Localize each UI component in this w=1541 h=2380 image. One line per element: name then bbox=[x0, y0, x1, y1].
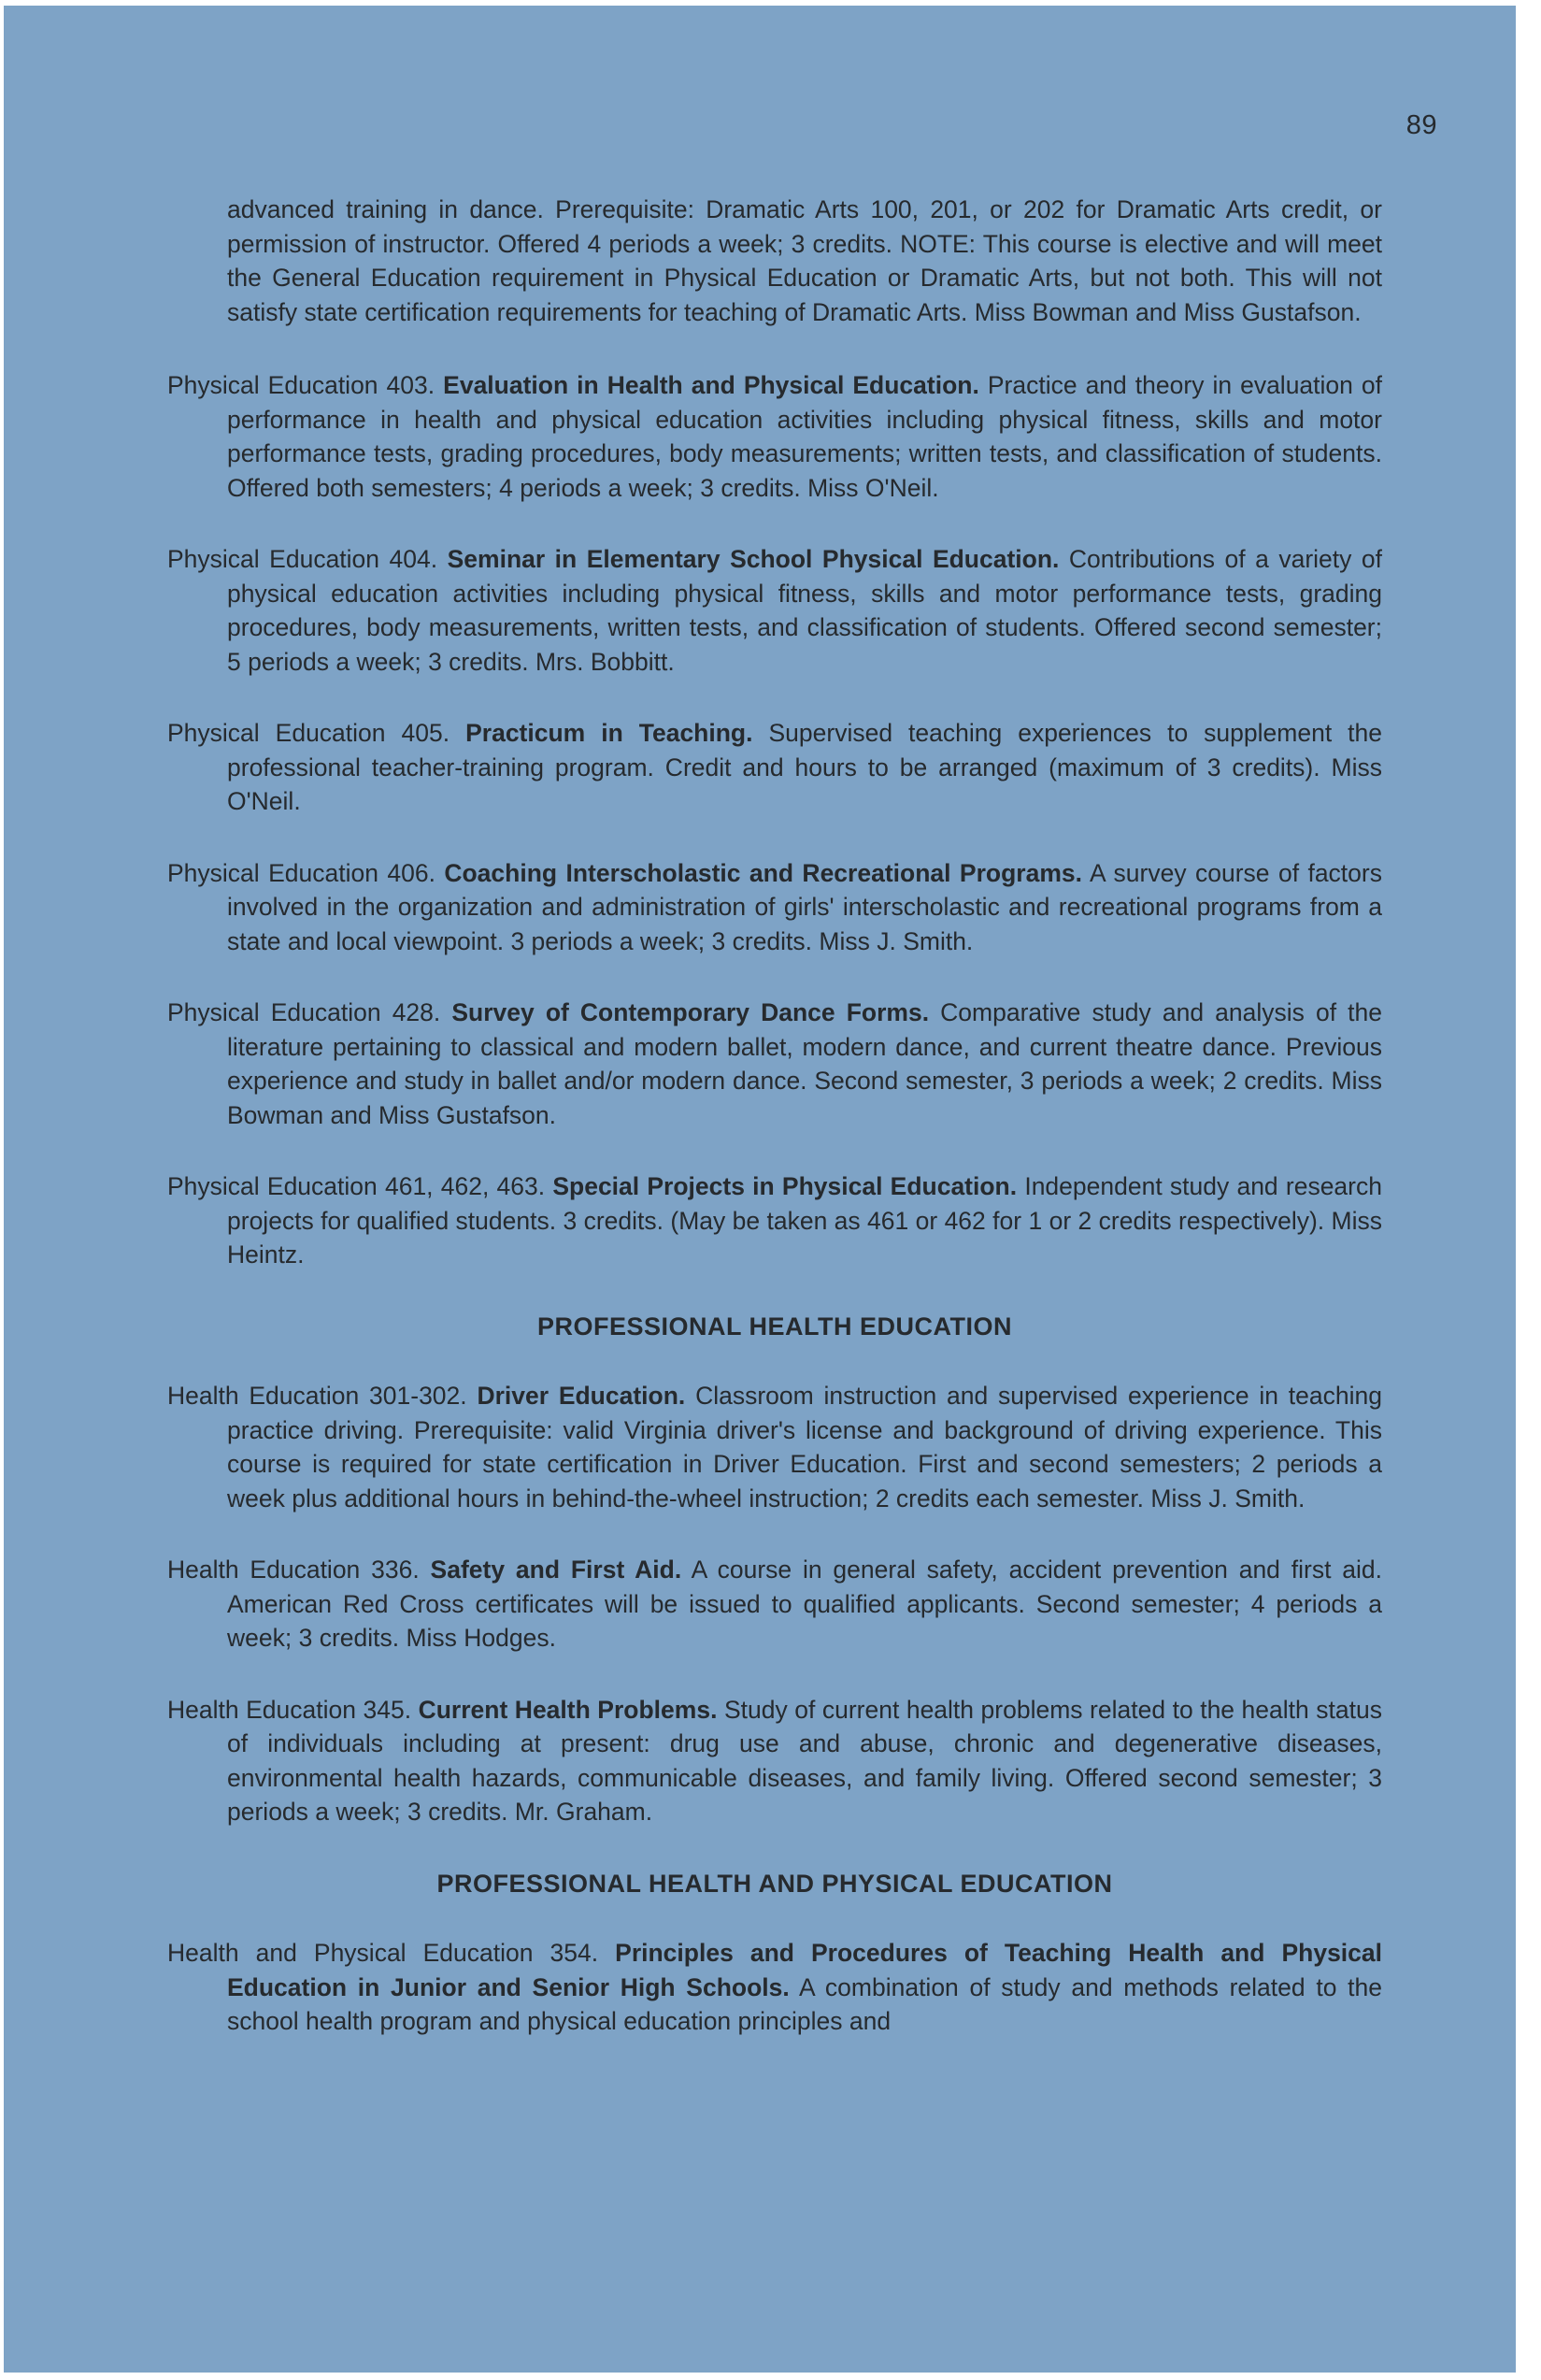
course-description: A survey course of factors involved in the organization and administration of girls' interscholastic and recreational programs from a state and local viewpoint. 3 periods a week; 3 credits. Miss J. Smith. bbox=[227, 858, 1382, 955]
course-code: Health Education 301-302. bbox=[167, 1382, 467, 1410]
page-content bbox=[167, 193, 1382, 2076]
course-code: Health Education 345. bbox=[167, 1695, 412, 1724]
course-code: Physical Education 405. bbox=[167, 719, 450, 747]
course-code: Physical Education 428. bbox=[167, 998, 441, 1026]
course-entry-pe-403 bbox=[167, 368, 1382, 505]
course-title: Evaluation in Health and Physical Education. bbox=[443, 371, 979, 399]
section-heading-health-physical-education: PROFESSIONAL HEALTH AND PHYSICAL EDUCATION bbox=[436, 1869, 1113, 1898]
course-code: Physical Education 461, 462, 463. bbox=[167, 1172, 546, 1200]
course-description: Contributions of a variety of physical education activities including physical fitness, skills and motor performance tests, grading procedures, body measurements, written tests, and classification of students. Offered second semester; 5 periods a week; 3 credits. Mrs. Bobbitt. bbox=[227, 545, 1382, 676]
course-entry-pe-461 bbox=[167, 1169, 1382, 1272]
course-entry-pe-404 bbox=[167, 542, 1382, 679]
course-entry-he-301 bbox=[167, 1379, 1382, 1515]
course-code: Physical Education 406. bbox=[167, 858, 435, 887]
course-title: Special Projects in Physical Education. bbox=[552, 1172, 1018, 1200]
course-title: Principles and Procedures of Teaching Health and Physical Education in Junior and Senior High Schools. bbox=[227, 1939, 1383, 2001]
course-entry-he-345 bbox=[167, 1693, 1382, 1829]
course-code: Health and Physical Education 354. bbox=[167, 1939, 599, 1967]
course-entry-pe-428 bbox=[167, 996, 1382, 1132]
course-title: Driver Education. bbox=[477, 1382, 686, 1410]
course-entry-pe-405 bbox=[167, 716, 1382, 819]
course-description: Practice and theory in evaluation of performance in health and physical education activities including physical fitness, skills and motor performance tests, grading procedures, body measurements; written tests, and classification of students. Offered both semesters; 4 periods a week; 3 credits. Miss O'Neil. bbox=[227, 371, 1382, 502]
course-entry-hpe-354 bbox=[167, 1936, 1382, 2039]
course-description: Independent study and research projects for qualified students. 3 credits. (May be taken as 461 or 462 for 1 or 2 credits respectively). Miss Heintz. bbox=[227, 1172, 1382, 1269]
course-title: Safety and First Aid. bbox=[430, 1556, 682, 1584]
continued-course-description: advanced training in dance. Prerequisite: Dramatic Arts 100, 201, or 202 for Dramatic Arts credit, or permission of instructor. Offered 4 periods a week; 3 credits. NOTE: This course is elective and will meet the General Education requirement in Physical Education or Dramatic Arts, but not both. This will not satisfy state certification requirements for teaching of Dramatic Arts. Miss Bowman and Miss Gustafson. bbox=[227, 195, 1382, 326]
course-description: Comparative study and analysis of the literature pertaining to classical and modern ballet, modern dance, and current theatre dance. Previous experience and study in ballet and/or modern dance. Second semester, 3 periods a week; 2 credits. Miss Bowman and Miss Gustafson. bbox=[227, 998, 1382, 1129]
course-title: Seminar in Elementary School Physical Education. bbox=[447, 545, 1060, 573]
catalog-page bbox=[4, 6, 1516, 2373]
course-title: Practicum in Teaching. bbox=[465, 719, 753, 747]
course-title: Current Health Problems. bbox=[418, 1695, 718, 1724]
course-code: Health Education 336. bbox=[167, 1556, 420, 1584]
course-description: Supervised teaching experiences to supplement the professional teacher-training program. Credit and hours to be arranged (maximum of 3 credits). Miss O'Neil. bbox=[227, 719, 1383, 815]
course-description: Study of current health problems related to the health status of individuals including at present: drug use and abuse, chronic and degenerative diseases, environmental health hazards, communicable diseases, and family living. Offered second semester; 3 periods a week; 3 credits. Mr. Graham. bbox=[227, 1695, 1382, 1826]
page-number: 89 bbox=[1405, 110, 1437, 140]
course-title: Coaching Interscholastic and Recreational Programs. bbox=[444, 858, 1082, 887]
course-code: Physical Education 403. bbox=[167, 371, 435, 399]
course-description: A course in general safety, accident prevention and first aid. American Red Cross certificates will be issued to qualified applicants. Second semester; 4 periods a week; 3 credits. Miss Hodges. bbox=[227, 1556, 1382, 1652]
course-code: Physical Education 404. bbox=[167, 545, 438, 573]
section-heading-health-education: PROFESSIONAL HEALTH EDUCATION bbox=[536, 1312, 1012, 1341]
course-title: Survey of Contemporary Dance Forms. bbox=[451, 998, 930, 1026]
course-description: Classroom instruction and supervised experience in teaching practice driving. Prerequisite: valid Virginia driver's license and background of driving experience. This course is required for state certification in Driver Education. First and second semesters; 2 periods a week plus additional hours in behind-the-wheel instruction; 2 credits each semester. Miss J. Smith. bbox=[227, 1382, 1382, 1513]
course-entry-he-336 bbox=[167, 1553, 1382, 1656]
course-description: A combination of study and methods related to the school health program and physical education principles and bbox=[227, 1972, 1382, 2035]
course-entry-pe-406 bbox=[167, 856, 1382, 959]
